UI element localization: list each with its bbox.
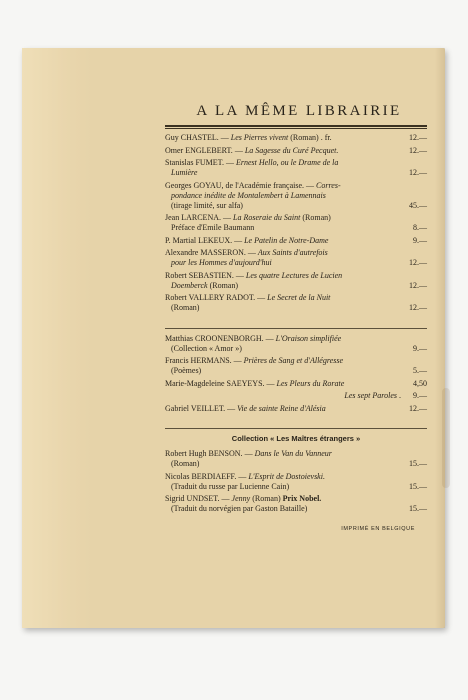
book-title: Jenny <box>231 494 251 503</box>
entry-line <box>165 404 401 414</box>
dash-separator: — <box>236 471 249 481</box>
book-title: Ernest Hello, ou le Drame de la <box>235 158 339 167</box>
book-title: Dans le Van du Vanneur <box>254 449 332 458</box>
book-note: (Roman) <box>171 303 200 312</box>
dash-separator: — <box>232 235 245 245</box>
book-group-1 <box>165 133 427 313</box>
book-entry <box>165 356 427 376</box>
book-title: Lumière <box>171 168 198 177</box>
book-price: 15.— <box>409 504 427 513</box>
author-name: Guy CHASTEL. <box>165 133 219 142</box>
entry-line <box>165 356 401 366</box>
book-price: 9.— <box>413 235 427 245</box>
book-entry <box>165 449 427 469</box>
entry-line <box>165 281 401 291</box>
book-title: Les Pleurs du Rorate <box>276 378 345 388</box>
dash-separator: — <box>304 180 317 190</box>
book-title: L'Esprit de Dostoievski. <box>248 471 325 481</box>
entry-line <box>165 379 401 389</box>
book-price: 9.— <box>413 343 427 353</box>
entry-line <box>165 258 401 268</box>
dash-separator: — <box>232 145 245 155</box>
entry-line <box>165 223 401 233</box>
entry-line <box>165 133 401 143</box>
book-entry <box>165 181 427 211</box>
dash-separator: — <box>218 133 231 142</box>
imprint-note: IMPRIMÉ EN BELGIQUE <box>341 526 415 532</box>
entry-line <box>165 236 401 246</box>
author-name: Alexandre MASSERON. <box>165 248 246 257</box>
entry-line <box>165 293 401 303</box>
book-note: (tirage limité, sur alfa) <box>171 200 243 210</box>
book-price: 12.— <box>409 303 427 312</box>
book-price: 15.— <box>409 459 427 468</box>
book-title: La Sagesse du Curé Pecquet. <box>244 145 339 155</box>
book-entry <box>165 236 427 246</box>
book-entry <box>165 158 427 178</box>
book-entry <box>165 404 427 414</box>
book-back-cover <box>22 48 445 628</box>
book-group-3 <box>165 449 427 514</box>
entry-line <box>165 504 401 514</box>
book-title: Prières de Sang et d'Allégresse <box>243 356 343 365</box>
book-entry <box>165 146 427 156</box>
book-note: (Traduit du russe par Lucienne Cain) <box>171 481 290 491</box>
author-name: Stanislas FUMET. <box>165 158 224 167</box>
entry-line <box>165 181 401 191</box>
book-title: Vie de sainte Reine d'Alésia <box>237 403 326 413</box>
book-title: Les Pierres vivent <box>230 133 289 142</box>
author-name: P. Martial LEKEUX. <box>165 235 233 245</box>
book-title: Les sept Paroles <box>344 391 397 400</box>
entry-line <box>165 271 401 281</box>
book-title: Le Patelin de Notre-Dame <box>244 235 329 245</box>
book-note: . <box>397 391 401 400</box>
book-entry <box>165 494 427 514</box>
entry-line <box>165 459 401 469</box>
entry-line <box>165 472 401 482</box>
book-note: (Roman) <box>207 280 239 290</box>
book-group-2 <box>165 334 427 414</box>
book-price: 12.— <box>409 133 427 142</box>
entry-line <box>165 494 401 504</box>
collection-title: Collection « Les Maîtres étrangers » <box>231 434 361 443</box>
author-name: Robert Hugh BENSON. <box>165 449 243 458</box>
entry-line <box>165 391 401 401</box>
book-entry <box>165 213 427 233</box>
book-title: L'Oraison simplifiée <box>275 333 342 343</box>
book-note: (Traduit du norvégien par Gaston Bataille) <box>171 504 308 513</box>
entry-line <box>165 366 401 376</box>
entry-line <box>165 201 401 211</box>
dash-separator: — <box>245 248 258 257</box>
author-name: Sigrid UNDSET. <box>165 494 220 503</box>
book-note: (Roman) <box>171 459 200 468</box>
book-title: La Roseraie du Saint <box>233 213 301 222</box>
book-entry <box>165 334 427 354</box>
book-title: pondance inédite de Montalembert à Lamennais <box>171 190 326 200</box>
book-title: Doemberck <box>171 280 208 290</box>
book-price: 15.— <box>409 481 427 491</box>
book-price: 12.— <box>409 280 427 290</box>
book-entry <box>165 271 427 291</box>
book-note: (Roman) <box>300 213 331 222</box>
book-entry <box>165 248 427 268</box>
dash-separator: — <box>255 293 268 302</box>
entry-line <box>165 303 401 313</box>
heading-double-rule <box>165 125 427 129</box>
book-note: (Collection « Amor ») <box>171 343 242 353</box>
entry-line <box>165 334 401 344</box>
author-name: Jean LARCENA. <box>165 213 221 222</box>
entry-line <box>165 449 401 459</box>
entry-line <box>165 168 401 178</box>
author-name: Marie-Magdeleine SAEYEYS. <box>165 378 265 388</box>
book-title: Corres- <box>316 180 341 190</box>
author-name: Gabriel VEILLET. <box>165 403 226 413</box>
book-price: 12.— <box>409 145 427 155</box>
entry-line <box>165 158 401 168</box>
entry-line <box>165 213 401 223</box>
author-name: Francis HERMANS. <box>165 356 232 365</box>
book-price: 12.— <box>409 168 427 177</box>
book-price: 12.— <box>409 403 427 413</box>
spine-fold <box>22 48 92 628</box>
book-note: (Roman) . fr. <box>288 133 332 142</box>
book-title: pour les Hommes d'aujourd'hui <box>171 258 272 267</box>
book-price: 9.— <box>413 391 427 400</box>
book-title: Les quatre Lectures de Lucien <box>245 270 343 280</box>
dash-separator: — <box>225 403 238 413</box>
cover-edge <box>435 48 445 628</box>
author-name: Robert SEBASTIEN. <box>165 270 234 280</box>
dash-separator: — <box>263 333 276 343</box>
book-price: 8.— <box>413 223 427 232</box>
book-price: 12.— <box>409 258 427 267</box>
book-price: 4,50 <box>413 378 427 388</box>
award-label: Prix Nobel. <box>282 494 322 503</box>
author-name: Nicolas BERDIAEFF. <box>165 471 237 481</box>
dash-separator: — <box>231 356 244 365</box>
book-price: 5.— <box>413 366 427 375</box>
dash-separator: — <box>223 158 236 167</box>
author-name: Matthias CROONENBORGH. <box>165 333 264 343</box>
entry-line <box>165 248 401 258</box>
author-name: Omer ENGLEBERT. <box>165 145 233 155</box>
entry-line <box>165 191 401 201</box>
book-entry <box>165 391 427 401</box>
book-title: Aux Saints d'autrefois <box>257 248 328 257</box>
book-entry <box>165 293 427 313</box>
book-title: Le Secret de la Nuit <box>267 293 331 302</box>
author-name: Robert VALLERY RADOT. <box>165 293 256 302</box>
entry-line <box>165 146 401 156</box>
book-note: (Poèmes) <box>171 366 202 375</box>
book-price: 45.— <box>409 200 427 210</box>
catalog-list <box>165 103 427 532</box>
entry-line <box>165 344 401 354</box>
section-divider <box>165 416 427 429</box>
entry-line <box>165 482 401 492</box>
dash-separator: — <box>221 213 233 222</box>
author-name: Georges GOYAU, de l'Académie française. <box>165 180 305 190</box>
book-entry <box>165 472 427 492</box>
dash-separator: — <box>233 270 246 280</box>
book-entry <box>165 133 427 143</box>
book-note: Préface d'Emile Baumann <box>171 223 255 232</box>
dash-separator: — <box>264 378 277 388</box>
cover-stain <box>442 388 450 488</box>
section-divider <box>165 316 427 329</box>
book-entry <box>165 379 427 389</box>
dash-separator: — <box>242 449 255 458</box>
catalog-heading: A LA MÊME LIBRAIRIE <box>196 103 402 119</box>
dash-separator: — <box>219 494 232 503</box>
book-note: (Roman) <box>250 494 283 503</box>
